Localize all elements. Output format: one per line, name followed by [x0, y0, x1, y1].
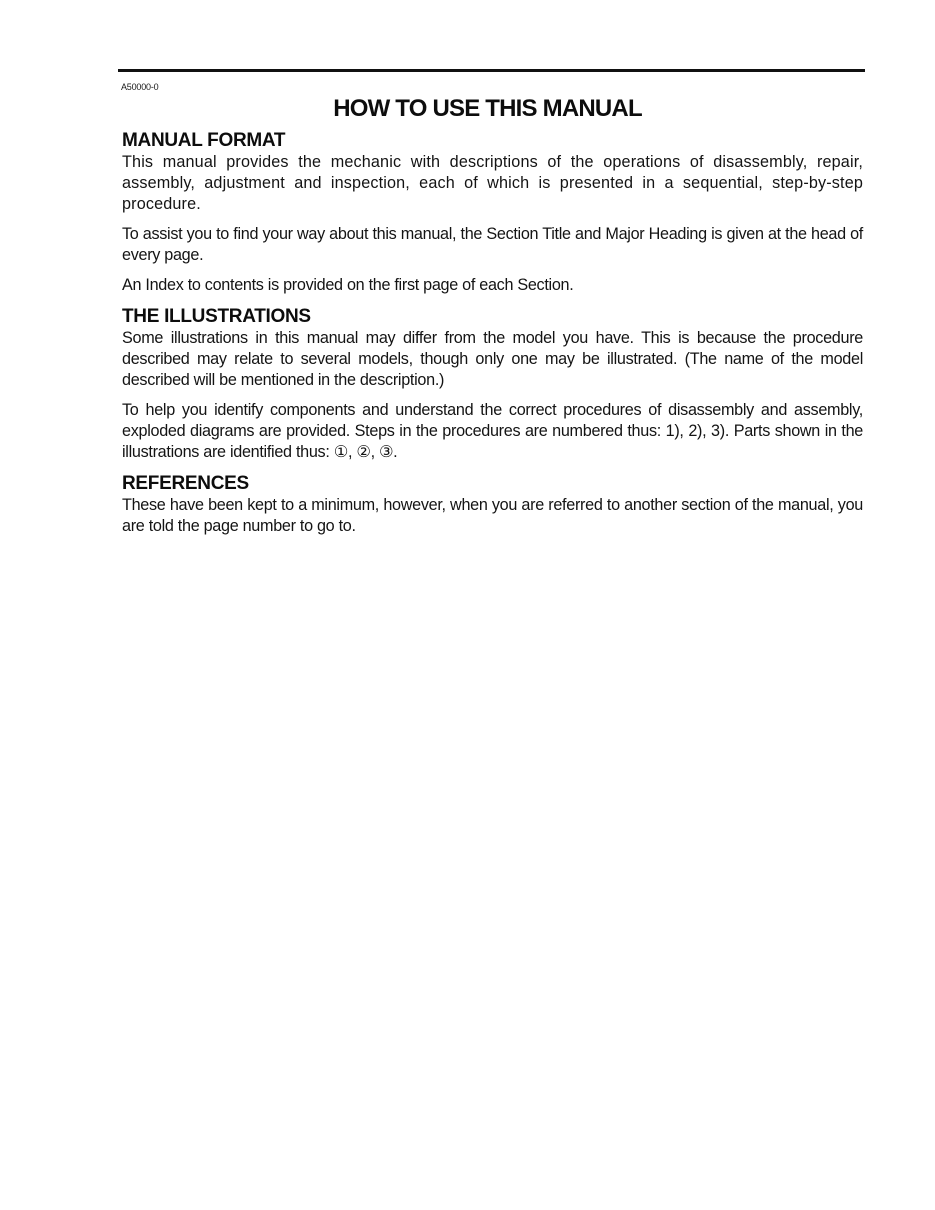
section-heading: REFERENCES — [122, 473, 249, 494]
section-manual-format — [122, 130, 863, 296]
paragraph: This manual provides the mechanic with descriptions of the operations of disassembly, repair, assembly, adjustment and inspection, each of which is presented in a sequential, step-by-step procedure. — [122, 153, 863, 213]
paragraph: An Index to contents is provided on the first page of each Section. — [122, 276, 574, 294]
paragraph: These have been kept to a minimum, however, when you are referred to another section of the manual, you are told the page number to go to. — [122, 496, 863, 535]
section-references — [122, 473, 863, 537]
section-the-illustrations — [122, 306, 863, 463]
section-heading: MANUAL FORMAT — [122, 130, 286, 151]
paragraph: To help you identify components and understand the correct procedures of disassembly and assembly, exploded diagrams are provided. Steps in the procedures are numbered thus: 1), 2), 3). Parts shown in the illustrations are identified thus: ①, ②, ③. — [122, 401, 863, 461]
page-code: A50000-0 — [121, 82, 159, 92]
section-heading: THE ILLUSTRATIONS — [122, 306, 311, 327]
paragraph: To assist you to find your way about this manual, the Section Title and Major Heading is given at the head of every page. — [122, 225, 863, 264]
page-content — [122, 130, 863, 537]
header-rule — [118, 69, 865, 72]
paragraph: Some illustrations in this manual may differ from the model you have. This is because the procedure described may relate to several models, though only one may be illustrated. (The name of the model described will be mentioned in the description.) — [122, 329, 863, 389]
page-title: HOW TO USE THIS MANUAL — [333, 95, 642, 122]
